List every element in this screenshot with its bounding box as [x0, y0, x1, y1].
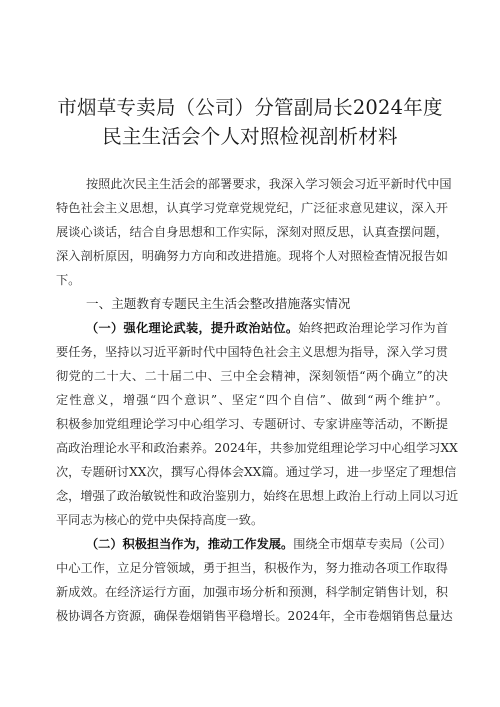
sub1-lead: （一）强化理论武装，提升政治站位。	[86, 321, 299, 335]
sub2-line: 新成效。在经济运行方面，加强市场分析和预测，科学制定销售计划，积	[56, 585, 448, 599]
sub1-line: 次，专题研讨XX次，撰写心得体会XX篇。通过学习，进一步坚定了理想信	[56, 465, 457, 479]
sub1-line: 定性意义，增强“四个意识”、坚定“四个自信”、做到“两个维护”。	[56, 393, 448, 407]
document-title-line-1: 市烟草专卖局（公司）分管副局长2024年度	[57, 96, 443, 119]
sub1-first-line-text: 始终把政治理论学习作为首	[298, 321, 449, 335]
sub2-line: 中心工作，立足分管领域，勇于担当，积极作为，努力推动各项工作取得	[56, 561, 448, 575]
intro-line-1: 按照此次民主生活会的部署要求，我深入学习领会习近平新时代中国	[86, 177, 452, 191]
sub1-line: 积极参加党组理论学习中心组学习、专题研讨、专家讲座等活动，不断提	[56, 417, 448, 431]
intro-line-5: 下。	[56, 273, 81, 287]
sub1-line: 要任务，坚持以习近平新时代中国特色社会主义思想为指导，深入学习贯	[56, 345, 448, 359]
sub1-line: 平同志为核心的党中央保持高度一致。	[56, 513, 264, 527]
sub1-line: 念，增强了政治敏锐性和政治鉴别力，始终在思想上政治上行动上同以习近	[56, 489, 459, 503]
sub1-line: 彻党的二十大、二十届二中、三中全会精神，深刻领悟“两个确立”的决	[56, 369, 448, 383]
intro-line-4: 深入剖析原因，明确努力方向和改进措施。现将个人对照检查情况报告如	[56, 249, 448, 263]
intro-line-2: 特色社会主义思想，认真学习党章党规党纪，广泛征求意见建议，深入开	[56, 201, 448, 215]
section-1-heading: 一、主题教育专题民主生活会整改措施落实情况	[86, 296, 351, 311]
sub2-first-line-text: 围绕全市烟草专卖局（公司）	[293, 537, 452, 551]
sub1-line: 高政治理论水平和政治素养。2024年，共参加党组理论学习中心组学习XX	[56, 441, 458, 455]
sub2-line: 极协调各方资源，确保卷烟销售平稳增长。2024年，全市卷烟销售总量达	[56, 609, 453, 623]
document-title-line-2: 民主生活会个人对照检视剖析材料	[102, 125, 398, 148]
sub1-first-line	[86, 320, 448, 336]
sub2-first-line	[86, 536, 452, 552]
intro-line-3: 展谈心谈话，结合自身思想和工作实际，深刻对照反思，认真查摆问题，	[56, 225, 448, 239]
sub2-lead: （二）积极担当作为，推动工作发展。	[86, 537, 294, 551]
